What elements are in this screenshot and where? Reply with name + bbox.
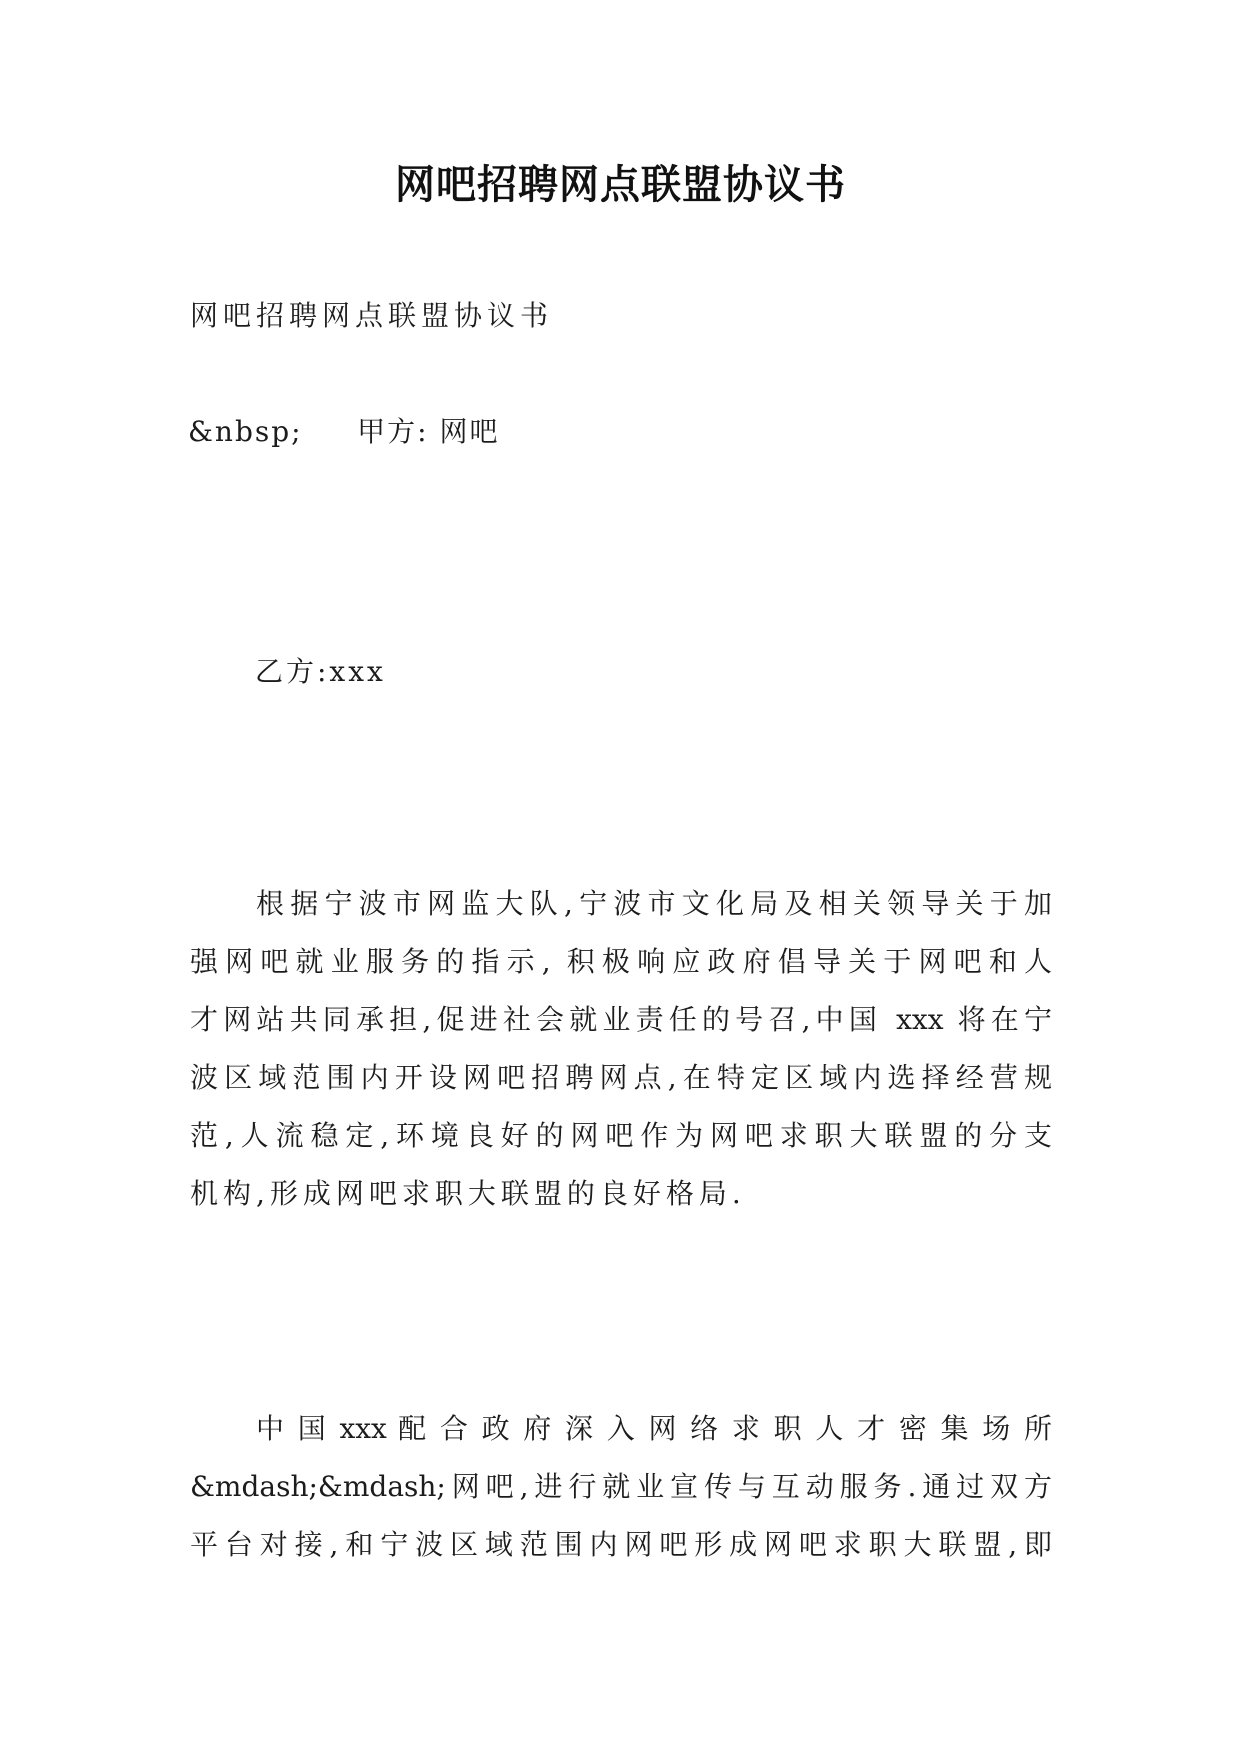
paragraph-1-line: 才网站共同承担,促进社会就业责任的号召,中国 xxx 将在宁 <box>190 1003 1052 1036</box>
paragraph-2-line: &mdash;&mdash;网吧,进行就业宣传与互动服务.通过双方 <box>190 1470 1052 1503</box>
paragraph-1-line: 范,人流稳定,环境良好的网吧作为网吧求职大联盟的分支 <box>190 1119 1052 1152</box>
paragraph-1 <box>190 875 1052 1223</box>
paragraph-1-line: 机构,形成网吧求职大联盟的良好格局. <box>190 1177 746 1210</box>
paragraph-1-line: 根据宁波市网监大队,宁波市文化局及相关领导关于加 <box>256 887 1052 920</box>
paragraph-2 <box>190 1400 1052 1574</box>
paragraph-1-line: 强网吧就业服务的指示, 积极响应政府倡导关于网吧和人 <box>190 945 1052 978</box>
paragraph-2-line: 平台对接,和宁波区域范围内网吧形成网吧求职大联盟,即 <box>190 1528 1052 1561</box>
paragraph-2-line: 中 国 xxx 配 合 政 府 深 入 网 络 求 职 人 才 密 集 场 所 <box>256 1412 1052 1445</box>
document-title: 网吧招聘网点联盟协议书 <box>395 161 846 208</box>
paragraph-1-line: 波区域范围内开设网吧招聘网点,在特定区域内选择经营规 <box>190 1061 1052 1094</box>
document-subtitle: 网吧招聘网点联盟协议书 <box>190 299 554 332</box>
party-b-line: 乙方:xxx <box>255 655 386 688</box>
party-a-line: &nbsp; 甲方: 网吧 <box>188 415 500 448</box>
